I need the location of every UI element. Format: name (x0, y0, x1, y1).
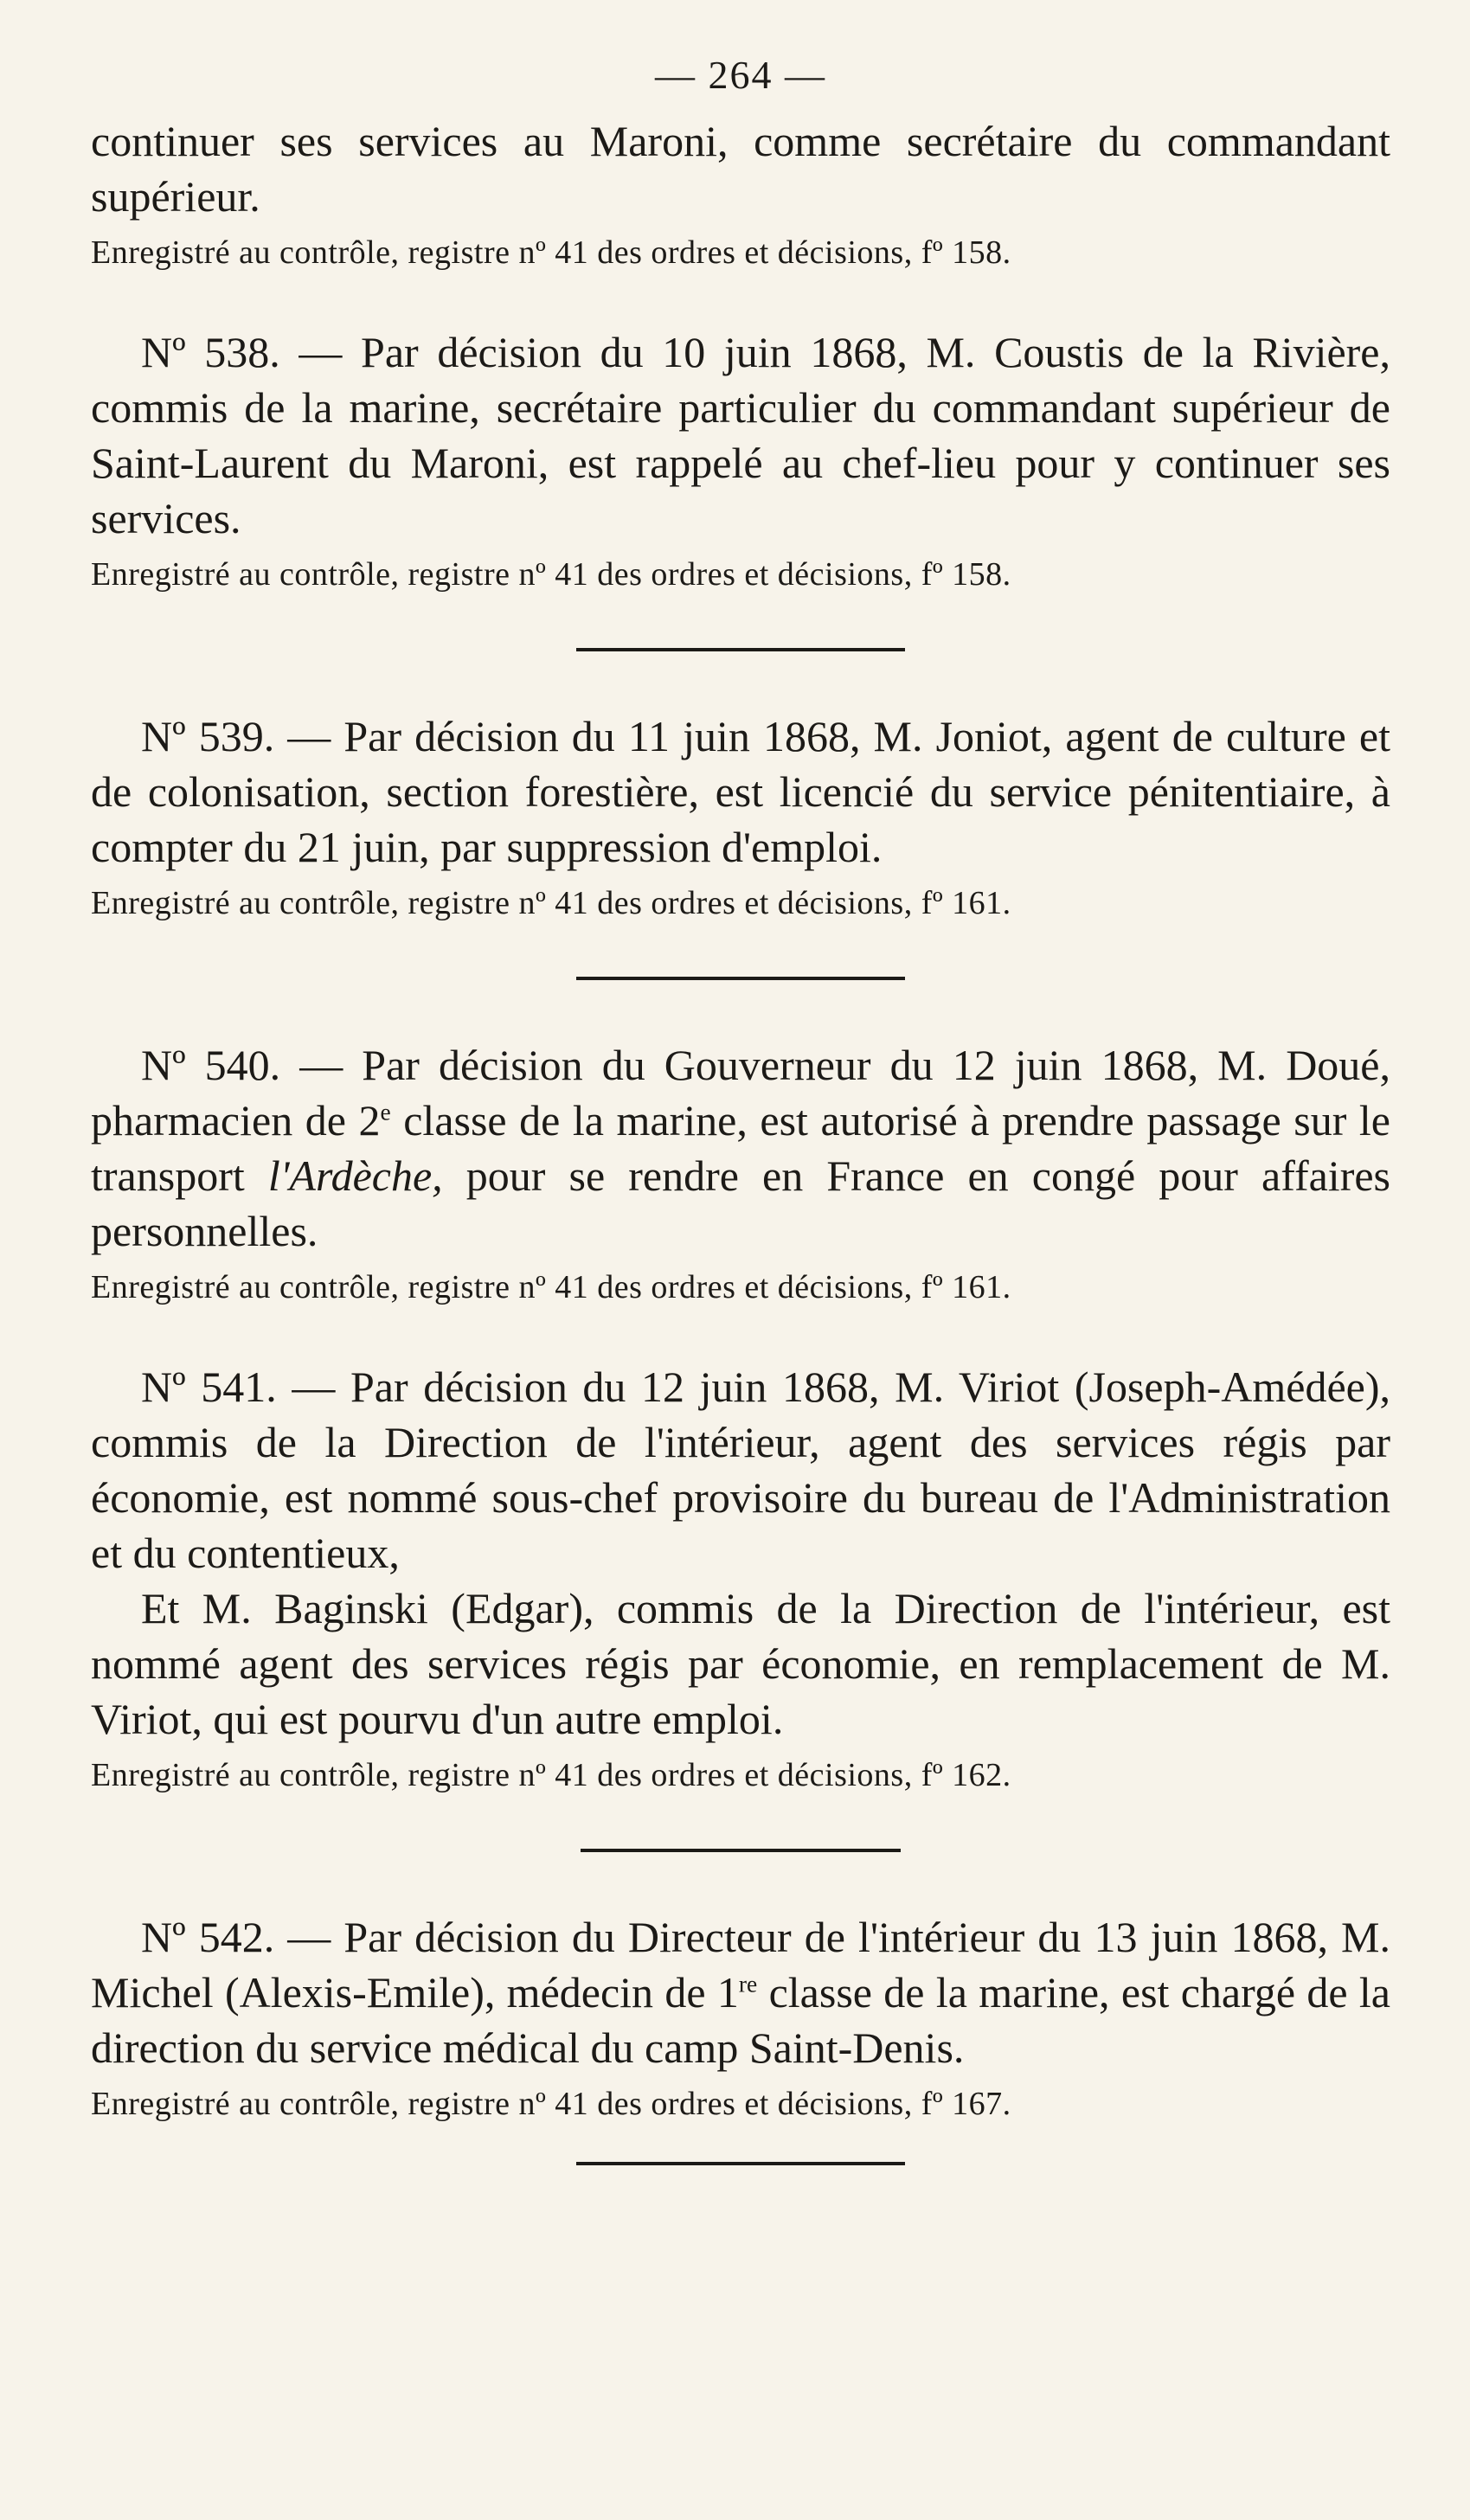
decision-538: Nº 538. — Par décision du 10 juin 1868, M. Coustis de la Rivière, commis de la marine, secrétaire particulier du commandant supérieur de Saint-Laurent du Maroni, est rappelé au chef-lieu pour y continuer ses services. (91, 328, 1390, 542)
paragraph-continuation: continuer ses services au Maroni, comme secrétaire du commandant supérieur. (91, 117, 1390, 221)
register-line: Enregistré au contrôle, registre nº 41 des ordres et décisions, fº 158. (91, 234, 1011, 271)
decision-542-text-b: classe de la marine, est chargé de la direction du service médical du camp Saint-Denis. (91, 1968, 1390, 2072)
register-line: Enregistré au contrôle, registre nº 41 des ordres et décisions, fº 167. (91, 2086, 1011, 2122)
decision-540-text-a: Nº 540. — Par décision du Gouverneur du 12 juin 1868, M. Doué, pharmacien de 2 (91, 1041, 1390, 1145)
decision-542 (91, 1909, 1390, 2075)
ordinal-suffix: re (738, 1970, 758, 1997)
decision-539: Nº 539. — Par décision du 11 juin 1868, M. Joniot, agent de culture et de colonisation, section forestière, est licencié du service pénitentiaire, à compter du 21 juin, par suppression d'emploi. (91, 712, 1390, 871)
decision-541: Nº 541. — Par décision du 12 juin 1868, M. Viriot (Joseph-Amédée), commis de la Direction de l'intérieur, agent des services régis par économie, est nommé sous-chef provisoire du bureau de l'Administration et du contentieux, (91, 1363, 1390, 1577)
ship-name: l'Ardèche, (267, 1151, 443, 1200)
decision-540-text-b: classe de la marine, est autorisé à prendre passage sur le transport (91, 1096, 1390, 1200)
decision-541-continued: Et M. Baginski (Edgar), commis de la Direction de l'intérieur, est nommé agent des services régis par économie, en remplacement de M. Viriot, qui est pourvu d'un autre emploi. (91, 1584, 1390, 1743)
separator-rule (576, 648, 905, 651)
register-line: Enregistré au contrôle, registre nº 41 des ordres et décisions, fº 158. (91, 556, 1011, 593)
spacer (91, 1311, 1390, 1359)
register-line: Enregistré au contrôle, registre nº 41 des ordres et décisions, fº 161. (91, 1269, 1011, 1305)
decision-540-text-c: pour se rendre en France en congé pour affaires personnelles. (91, 1151, 1391, 1255)
register-line: Enregistré au contrôle, registre nº 41 des ordres et décisions, fº 162. (91, 1757, 1011, 1793)
decision-542-text-a: Nº 542. — Par décision du Directeur de l'intérieur du 13 juin 1868, M. Michel (Alexis-Emile), médecin de 1 (91, 1913, 1390, 2017)
separator-rule (581, 1849, 901, 1852)
page-number: — 264 — (655, 53, 826, 97)
separator-rule (576, 977, 905, 980)
decision-540 (91, 1037, 1390, 1259)
spacer (91, 276, 1390, 324)
ordinal-suffix: e (380, 1098, 391, 1125)
register-line: Enregistré au contrôle, registre nº 41 des ordres et décisions, fº 161. (91, 885, 1011, 921)
separator-rule (576, 2162, 905, 2165)
